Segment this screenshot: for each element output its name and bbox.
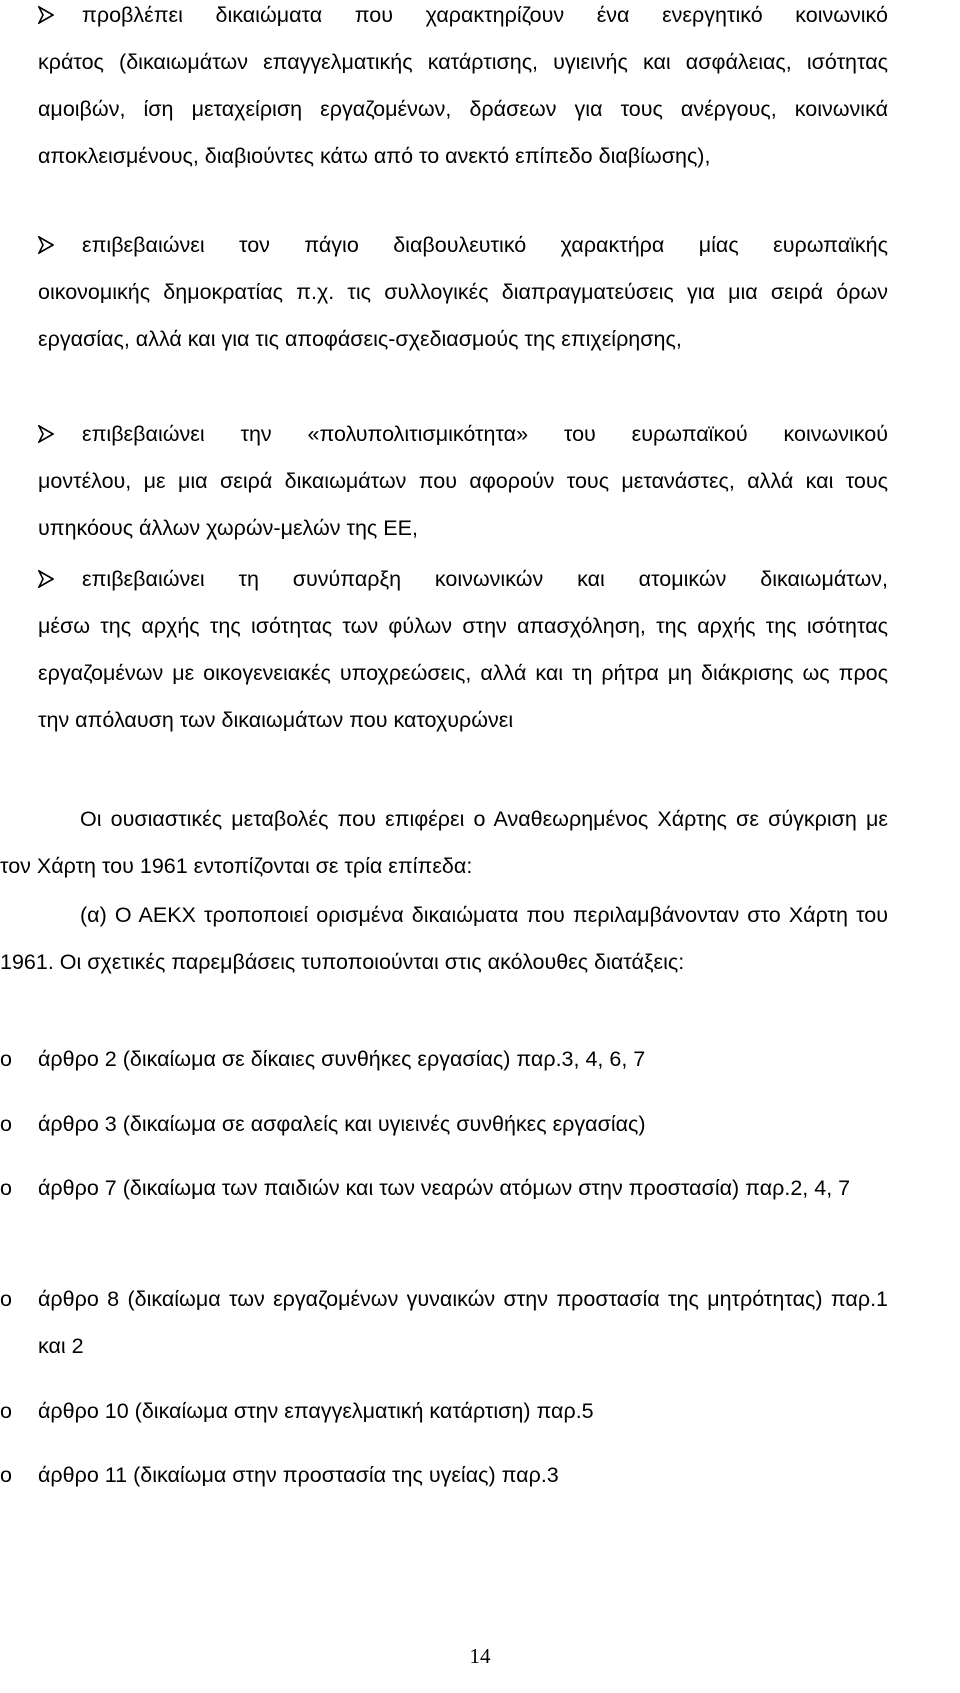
list-item bbox=[0, 1388, 888, 1435]
list-marker: o bbox=[0, 1112, 12, 1136]
bullet-first-line: επιβεβαιώνει τον πάγιο διαβουλευτικό χαρακτήρα μίας ευρωπαϊκής bbox=[82, 233, 888, 257]
list-item-text: άρθρο 7 (δικαίωμα των παιδιών και των νεαρών ατόμων στην προστασία) παρ.2, 4, 7 bbox=[38, 1176, 851, 1200]
body-paragraph: Οι ουσιαστικές μεταβολές που επιφέρει ο Αναθεωρημένος Χάρτης σε σύγκριση με τον Χάρτη του 1961 εντοπίζονται σε τρία επίπεδα: bbox=[0, 807, 888, 878]
bullet-text: μοντέλου, με μια σειρά δικαιωμάτων που αφορούν τους μετανάστες, αλλά και τους υπηκόους άλλων χωρών-μελών της ΕΕ, bbox=[38, 469, 888, 540]
bullet-first-line: προβλέπει δικαιώματα που χαρακτηρίζουν ένα ενεργητικό κοινωνικό bbox=[82, 3, 888, 27]
arrow-bullet-icon bbox=[38, 6, 54, 24]
bullet-first-line: επιβεβαιώνει την «πολυπολιτισμικότητα» του ευρωπαϊκού κοινωνικού bbox=[82, 422, 888, 446]
body-paragraph: (α) Ο ΑΕΚΧ τροποποιεί ορισμένα δικαιώματα που περιλαμβάνονταν στο Χάρτη του 1961. Οι σχετικές παρεμβάσεις τυποποιούνται στις ακόλουθες διατάξεις: bbox=[0, 903, 888, 974]
arrow-bullet-icon bbox=[38, 236, 54, 254]
arrow-bullet-icon bbox=[38, 425, 54, 443]
list-item-text: άρθρο 2 (δικαίωμα σε δίκαιες συνθήκες εργασίας) παρ.3, 4, 6, 7 bbox=[38, 1047, 646, 1071]
list-item bbox=[0, 1036, 888, 1083]
list-item-text: άρθρο 11 (δικαίωμα στην προστασία της υγείας) παρ.3 bbox=[38, 1463, 559, 1487]
arrow-bullet-icon bbox=[38, 570, 54, 588]
list-item bbox=[0, 1165, 888, 1212]
list-marker: o bbox=[0, 1287, 12, 1311]
bullet-item bbox=[38, 556, 888, 744]
bullet-first-line: επιβεβαιώνει τη συνύπαρξη κοινωνικών και ατομικών δικαιωμάτων, bbox=[82, 567, 888, 591]
bullet-item bbox=[38, 0, 888, 180]
list-item bbox=[0, 1452, 888, 1499]
list-marker: o bbox=[0, 1047, 12, 1071]
list-marker: o bbox=[0, 1463, 12, 1487]
bullet-text: κράτος (δικαιωμάτων επαγγελματικής κατάρτισης, υγιεινής και ασφάλειας, ισότητας αμοιβών, ίση μεταχείριση εργαζομένων, δράσεων για τους ανέργους, κοινωνικά αποκλεισμένους, διαβιούντες κάτω από το ανεκτό επίπεδο διαβίωσης), bbox=[38, 50, 888, 168]
list-item bbox=[0, 1101, 888, 1148]
list-item-text: άρθρο 10 (δικαίωμα στην επαγγελματική κατάρτιση) παρ.5 bbox=[38, 1399, 594, 1423]
list-marker: o bbox=[0, 1399, 12, 1423]
bullet-item bbox=[38, 222, 888, 363]
list-item-text: άρθρο 3 (δικαίωμα σε ασφαλείς και υγιεινές συνθήκες εργασίας) bbox=[38, 1112, 646, 1136]
list-marker: o bbox=[0, 1176, 12, 1200]
bullet-item bbox=[38, 411, 888, 552]
list-item bbox=[0, 1276, 888, 1370]
bullet-text: οικονομικής δημοκρατίας π.χ. τις συλλογικές διαπραγματεύσεις για μια σειρά όρων εργασίας, αλλά και για τις αποφάσεις-σχεδιασμούς της επιχείρησης, bbox=[38, 280, 888, 351]
bullet-text: μέσω της αρχής της ισότητας των φύλων στην απασχόληση, της αρχής της ισότητας εργαζομένων με οικογενειακές υποχρεώσεις, αλλά και τη ρήτρα μη διάκρισης ως προς την απόλαυση των δικαιωμάτων που κατοχυρώνει bbox=[38, 614, 888, 732]
list-item-text: άρθρο 8 (δικαίωμα των εργαζομένων γυναικών στην προστασία της μητρότητας) παρ.1 και 2 bbox=[38, 1287, 888, 1358]
page-number: 14 bbox=[469, 1644, 491, 1668]
